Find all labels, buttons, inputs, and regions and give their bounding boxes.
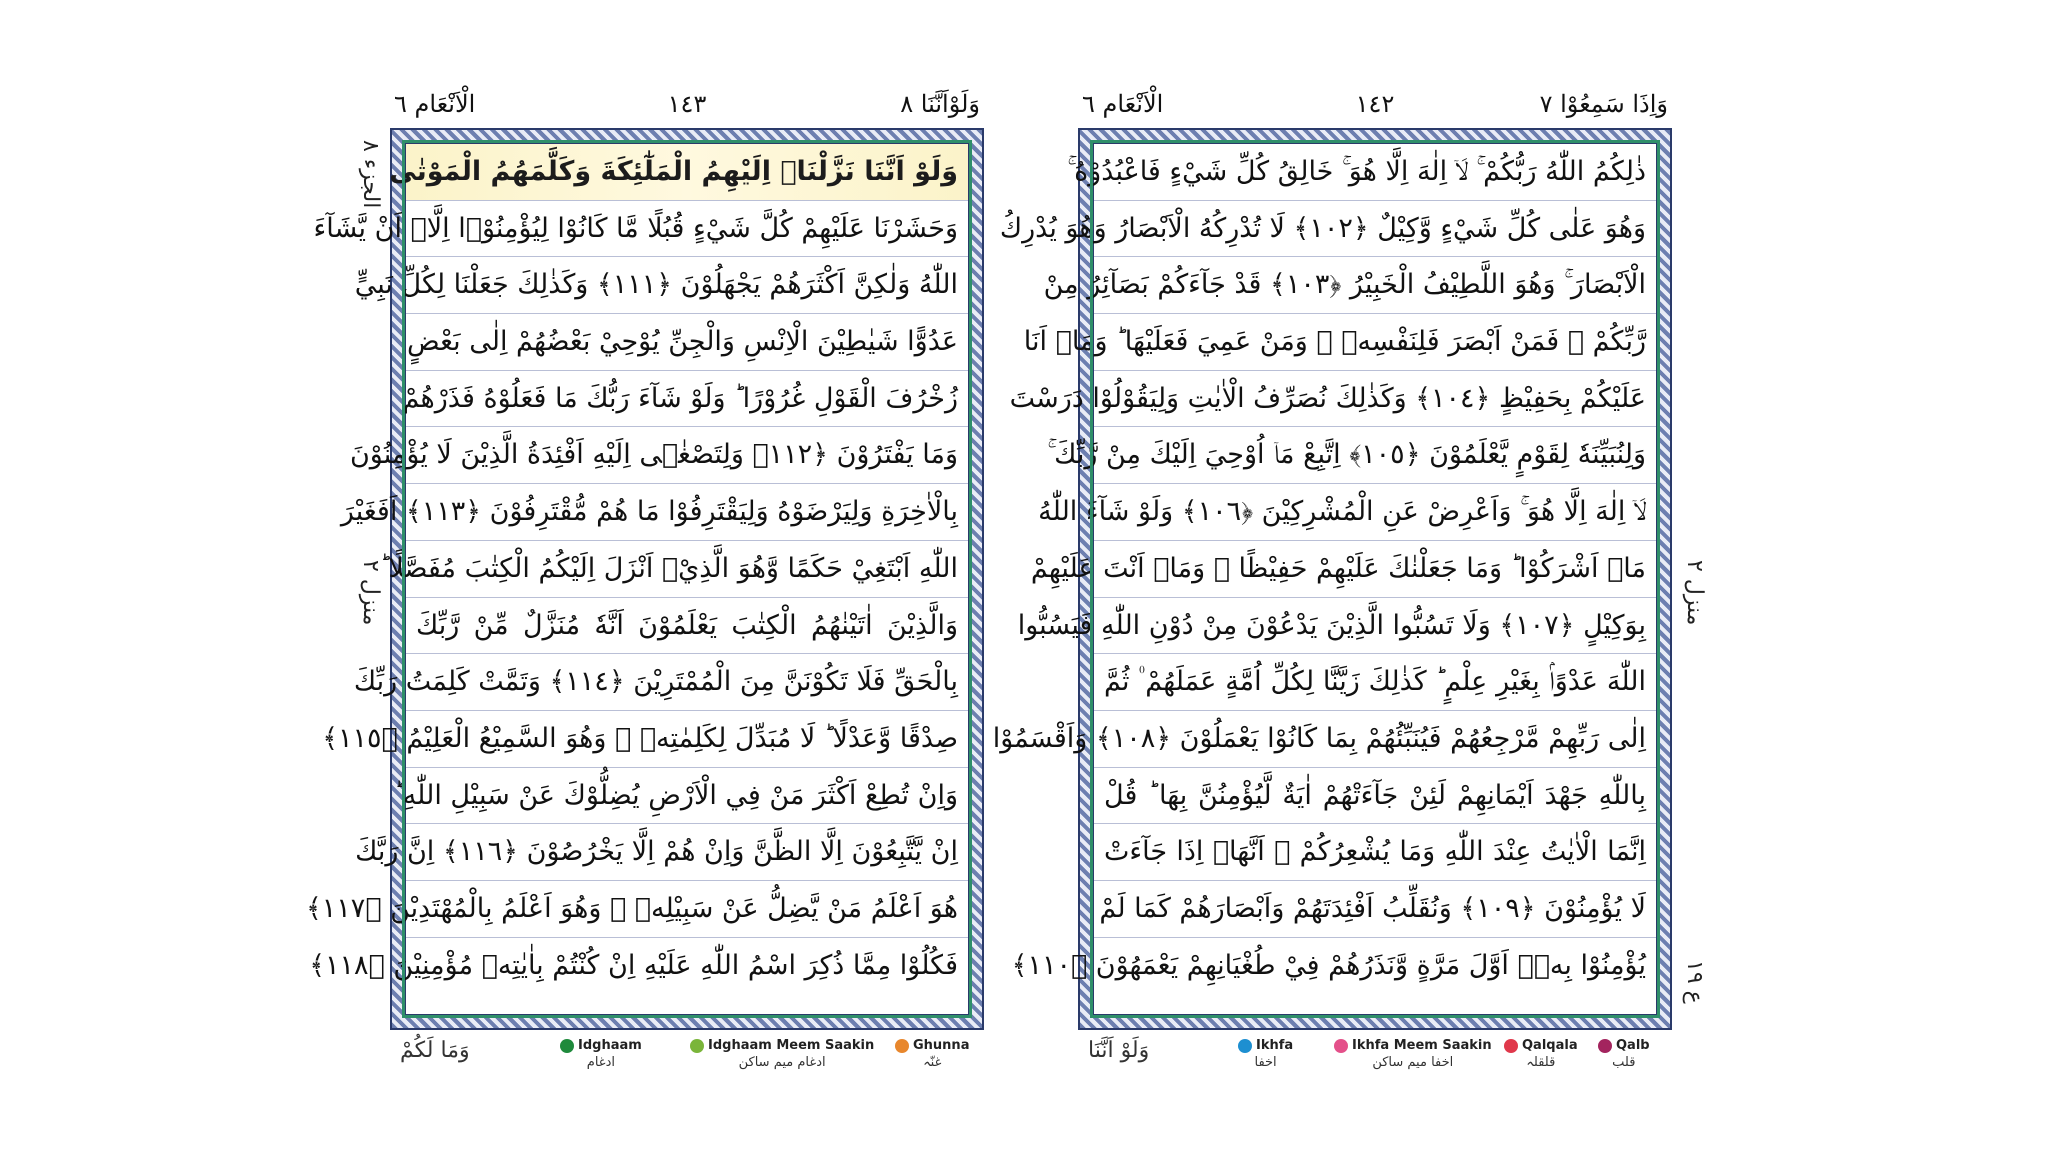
legend-label: Ikhfa Meem Saakin: [1352, 1038, 1492, 1053]
verse-line: الْاَبْصَارَ ۚ وَهُوَ اللَّطِيْفُ الْخَبِيْرُ ﴿١٠٣﴾ قَدْ جَآءَكُمْ بَصَآئِرُ مِنْ: [1094, 257, 1656, 314]
verse-line: وَحَشَرْنَا عَلَيْهِمْ كُلَّ شَيْءٍ قُبُلًا مَّا كَانُوْا لِيُؤْمِنُوْۤا اِلَّاۤ اَنْ يَّشَآءَ: [406, 201, 968, 258]
legend-label-ar: ادغام: [586, 1055, 615, 1070]
legend-label: Ikhfa: [1256, 1038, 1294, 1053]
legend-dot-icon: [895, 1039, 909, 1053]
verse-line: بِوَكِيْلٍ ﴿١٠٧﴾ وَلَا تَسُبُّوا الَّذِيْنَ يَدْعُوْنَ مِنْ دُوْنِ اللّٰهِ فَيَسُبُّوا: [1094, 598, 1656, 655]
surah-title: الْاَنْعَام ٦: [394, 90, 476, 118]
page-header: [390, 90, 984, 126]
verse-line: وَلَوْ اَنَّنَا نَزَّلْنَاۤ اِلَيْهِمُ الْمَلٰٓئِكَةَ وَكَلَّمَهُمُ الْمَوْتٰى: [406, 144, 968, 201]
legend-label-ar: غنّہ: [923, 1055, 942, 1070]
verse-line: بِالْاٰخِرَةِ وَلِيَرْضَوْهُ وَلِيَقْتَرِفُوْا مَا هُمْ مُّقْتَرِفُوْنَ ﴿١١٣﴾ اَفَغَيْرَ: [406, 484, 968, 541]
tajweed-legend: [1078, 1038, 1672, 1094]
legend-label-ar: قلقلہ: [1526, 1055, 1556, 1070]
verse-line: اللّٰهُ وَلٰكِنَّ اَكْثَرَهُمْ يَجْهَلُوْنَ ﴿١١١﴾ وَكَذٰلِكَ جَعَلْنَا لِكُلِّ نَبِيٍّ: [406, 257, 968, 314]
verse-line: عَلَيْكُمْ بِحَفِيْظٍ ﴿١٠٤﴾ وَكَذٰلِكَ نُصَرِّفُ الْاٰيٰتِ وَلِيَقُوْلُوْا دَرَسْتَ: [1094, 371, 1656, 428]
legend-dot-icon: [560, 1039, 574, 1053]
legend-label: Ghunna: [913, 1038, 970, 1053]
verse-line: فَكُلُوْا مِمَّا ذُكِرَ اسْمُ اللّٰهِ عَلَيْهِ اِنْ كُنْتُمْ بِاٰيٰتِهٖ مُؤْمِنِيْنَ ﴿١١٨﴾: [309, 949, 958, 981]
verse-line: اللّٰهِ اَبْتَغِيْ حَكَمًا وَّهُوَ الَّذِيْۤ اَنْزَلَ اِلَيْكُمُ الْكِتٰبَ مُفَصَّلًا ؕ: [406, 541, 968, 598]
legend-dot-icon: [690, 1039, 704, 1053]
verse-line: وَاِنْ تُطِعْ اَكْثَرَ مَنْ فِي الْاَرْضِ يُضِلُّوْكَ عَنْ سَبِيْلِ اللّٰهِ ؕ: [406, 768, 968, 825]
legend-dot-icon: [1238, 1039, 1252, 1053]
page-header: [1078, 90, 1672, 126]
manzil-marker: منزل ٢: [1682, 560, 1707, 626]
legend-item: [1504, 1038, 1578, 1070]
legend-label: Qalb: [1616, 1038, 1650, 1053]
verse-line: رَّبِّكُمْ ۚ فَمَنْ اَبْصَرَ فَلِنَفْسِهٖ ۚ وَمَنْ عَمِيَ فَعَلَيْهَا ؕ وَمَاۤ اَنَا: [1094, 314, 1656, 371]
legend-label-ar: اخفا: [1254, 1055, 1277, 1070]
legend-dot-icon: [1504, 1039, 1518, 1053]
para-title: وَاِذَا سَمِعُوْا ٧: [1539, 90, 1668, 118]
surah-title: الْاَنْعَام ٦: [1082, 90, 1164, 118]
juz-marker: الجزء ٨: [358, 140, 383, 209]
verse-line: لَاۤ اِلٰهَ اِلَّا هُوَ ۚ وَاَعْرِضْ عَنِ الْمُشْرِكِيْنَ ﴿١٠٦﴾ وَلَوْ شَآءَ اللّٰهُ: [1094, 484, 1656, 541]
legend-label: Idghaam Meem Saakin: [708, 1038, 875, 1053]
verse-line: بِاللّٰهِ جَهْدَ اَيْمَانِهِمْ لَئِنْ جَآءَتْهُمْ اٰيَةٌ لَّيُؤْمِنُنَّ بِهَا ؕ قُلْ: [1094, 768, 1656, 825]
verse-line: وَمَا يَفْتَرُوْنَ ﴿١١٢﴾ وَلِتَصْغٰۤى اِلَيْهِ اَفْئِدَةُ الَّذِيْنَ لَا يُؤْمِنُوْنَ: [406, 427, 968, 484]
legend-item: [1598, 1038, 1650, 1070]
ornamental-border: [992, 128, 1672, 1030]
catchword: وَمَا لَكُمْ: [400, 1038, 470, 1063]
verse-line: اِنَّمَا الْاٰيٰتُ عِنْدَ اللّٰهِ وَمَا يُشْعِرُكُمْ ۙ اَنَّهَاۤ اِذَا جَآءَتْ: [1094, 824, 1656, 881]
verse-line: اللّٰهَ عَدْوًاۢ بِغَيْرِ عِلْمٍ ؕ كَذٰلِكَ زَيَّنَّا لِكُلِّ اُمَّةٍ عَمَلَهُمْ ۠ ثُمَّ: [1094, 654, 1656, 711]
legend-label: Qalqala: [1522, 1038, 1578, 1053]
legend-item: [895, 1038, 969, 1070]
verse-line: وَهُوَ عَلٰى كُلِّ شَيْءٍ وَّكِيْلٌ ﴿١٠٢﴾ لَا تُدْرِكُهُ الْاَبْصَارُ وَهُوَ يُدْرِكُ: [1094, 201, 1656, 258]
verse-line: مَاۤ اَشْرَكُوْا ؕ وَمَا جَعَلْنٰكَ عَلَيْهِمْ حَفِيْظًا ۚ وَمَاۤ اَنْتَ عَلَيْهِمْ: [1094, 541, 1656, 598]
verse-line: صِدْقًا وَّعَدْلًا ؕ لَا مُبَدِّلَ لِكَلِمٰتِهٖ ۚ وَهُوَ السَّمِيْعُ الْعَلِيْمُ ﴿١١٥﴾: [406, 711, 968, 768]
legend-label-ar: قلب: [1612, 1055, 1636, 1070]
verse-line: يُؤْمِنُوْا بِهٖۤ اَوَّلَ مَرَّةٍ وَّنَذَرُهُمْ فِيْ طُغْيَانِهِمْ يَعْمَهُوْنَ ﴿١١٠﴾: [1011, 949, 1646, 981]
verse-line: وَلِنُبَيِّنَهٗ لِقَوْمٍ يَّعْلَمُوْنَ ﴿١٠٥﴾ اِتَّبِعْ مَاۤ اُوْحِيَ اِلَيْكَ مِنْ رَّبِّكَ ۚ: [1094, 427, 1656, 484]
verse-text-box: [992, 142, 1658, 1016]
legend-label: Idghaam: [578, 1038, 642, 1053]
verse-line: اِلٰى رَبِّهِمْ مَّرْجِعُهُمْ فَيُنَبِّئُهُمْ بِمَا كَانُوْا يَعْمَلُوْنَ ﴿١٠٨﴾ وَاَقْسَمُوْا: [1094, 711, 1656, 768]
verse-line: عَدُوًّا شَيٰطِيْنَ الْاِنْسِ وَالْجِنِّ يُوْحِيْ بَعْضُهُمْ اِلٰى بَعْضٍ: [406, 314, 968, 371]
verse-line: لَا يُؤْمِنُوْنَ ﴿١٠٩﴾ وَنُقَلِّبُ اَفْئِدَتَهُمْ وَاَبْصَارَهُمْ كَمَا لَمْ: [1094, 881, 1656, 938]
verse-line: وَالَّذِيْنَ اٰتَيْنٰهُمُ الْكِتٰبَ يَعْلَمُوْنَ اَنَّهٗ مُنَزَّلٌ مِّنْ رَّبِّكَ: [406, 598, 968, 655]
catchword: وَلَوْ اَنَّنَا: [1088, 1038, 1150, 1063]
verse-line: زُخْرُفَ الْقَوْلِ غُرُوْرًا ؕ وَلَوْ شَآءَ رَبُّكَ مَا فَعَلُوْهُ فَذَرْهُمْ: [406, 371, 968, 428]
manzil-marker: منزل ٢: [358, 560, 383, 626]
page-number: ١٤٢: [1355, 90, 1395, 118]
legend-dot-icon: [1334, 1039, 1348, 1053]
verse-line: ذٰلِكُمُ اللّٰهُ رَبُّكُمْ ۚ لَاۤ اِلٰهَ اِلَّا هُوَ ۚ خَالِقُ كُلِّ شَيْءٍ فَاعْبُدُوْهُ ۚ: [1094, 144, 1656, 201]
verse-line: هُوَ اَعْلَمُ مَنْ يَّضِلُّ عَنْ سَبِيْلِهٖ ۚ وَهُوَ اَعْلَمُ بِالْمُهْتَدِيْنَ ﴿١١٧﴾: [406, 881, 968, 938]
ruku-marker: ع ١٩: [1682, 960, 1707, 1004]
verse-line: اِنْ يَّتَّبِعُوْنَ اِلَّا الظَّنَّ وَاِنْ هُمْ اِلَّا يَخْرُصُوْنَ ﴿١١٦﴾ اِنَّ رَبَّكَ: [406, 824, 968, 881]
page-number: ١٤٣: [667, 90, 707, 118]
para-title: وَلَوْاَنَّنَا ٨: [900, 90, 980, 118]
legend-item: [690, 1038, 874, 1070]
legend-dot-icon: [1598, 1039, 1612, 1053]
tajweed-legend: [390, 1038, 984, 1094]
legend-label-ar: ادغام میم ساکن: [738, 1055, 826, 1070]
legend-item: [560, 1038, 642, 1070]
legend-item: [1334, 1038, 1492, 1070]
legend-label-ar: اخفا میم ساکن: [1372, 1055, 1454, 1070]
legend-item: [1238, 1038, 1293, 1070]
verse-line: بِالْحَقِّ فَلَا تَكُوْنَنَّ مِنَ الْمُمْتَرِيْنَ ﴿١١٤﴾ وَتَمَّتْ كَلِمَتُ رَبِّكَ: [406, 654, 968, 711]
right-page: [992, 80, 1672, 1100]
